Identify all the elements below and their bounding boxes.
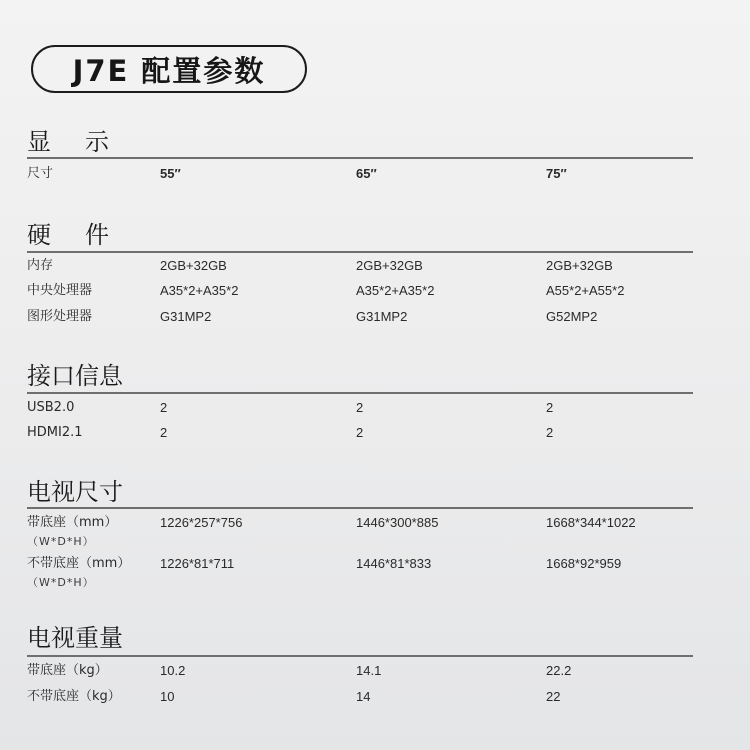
value-65: 14.1 — [356, 663, 382, 678]
value-75: 1668*344*1022 — [546, 515, 636, 530]
value-55: A35*2+A35*2 — [160, 283, 239, 298]
value-75: 75″ — [546, 166, 567, 181]
value-75: 2 — [546, 425, 554, 440]
section-divider — [27, 655, 693, 657]
value-75: 2 — [546, 400, 554, 415]
section-heading-ports: 接口信息 — [27, 362, 123, 390]
section-heading-hardware: 硬件 — [27, 221, 143, 249]
value-65: 2GB+32GB — [356, 258, 423, 273]
value-75: 22 — [546, 689, 561, 704]
value-75: 22.2 — [546, 663, 572, 678]
spec-title-badge — [31, 45, 307, 93]
section-divider — [27, 157, 693, 159]
row-label: 图形处理器 — [27, 309, 93, 324]
value-55: 2 — [160, 425, 168, 440]
row-label: 内存 — [27, 258, 54, 273]
value-65: 2 — [356, 425, 364, 440]
section-divider — [27, 392, 693, 394]
row-label: 尺寸 — [27, 166, 54, 181]
row-label-sub: （W*D*H） — [27, 576, 95, 589]
value-55: 10 — [160, 689, 175, 704]
value-75: 1668*92*959 — [546, 556, 622, 571]
value-65: 14 — [356, 689, 371, 704]
value-65: A35*2+A35*2 — [356, 283, 435, 298]
value-65: 65″ — [356, 166, 377, 181]
value-75: 2GB+32GB — [546, 258, 613, 273]
row-label-main: 不带底座（mm） — [27, 556, 131, 571]
row-label — [27, 515, 117, 550]
value-65: 2 — [356, 400, 364, 415]
row-label-main: 带底座（mm） — [27, 515, 118, 530]
value-75: G52MP2 — [546, 309, 598, 324]
row-label: USB2.0 — [27, 400, 75, 415]
spec-title: J7E 配置参数 — [72, 53, 266, 88]
value-75: A55*2+A55*2 — [546, 283, 625, 298]
value-55: 2 — [160, 400, 168, 415]
section-divider — [27, 251, 693, 253]
value-55: G31MP2 — [160, 309, 212, 324]
row-label: 中央处理器 — [27, 283, 93, 298]
value-55: 10.2 — [160, 663, 186, 678]
value-65: 1446*81*833 — [356, 556, 432, 571]
value-55: 55″ — [160, 166, 181, 181]
section-heading-dimensions: 电视尺寸 — [27, 478, 123, 506]
row-label: 不带底座（kg） — [27, 689, 121, 704]
row-label — [27, 556, 130, 591]
row-label: HDMI2.1 — [27, 425, 83, 440]
value-65: G31MP2 — [356, 309, 408, 324]
value-65: 1446*300*885 — [356, 515, 439, 530]
section-heading-weight: 电视重量 — [27, 624, 123, 652]
row-label: 带底座（kg） — [27, 663, 108, 678]
value-55: 1226*81*711 — [160, 556, 235, 571]
row-label-sub: （W*D*H） — [27, 535, 95, 548]
section-heading-display: 显示 — [27, 128, 143, 156]
value-55: 1226*257*756 — [160, 515, 243, 530]
value-55: 2GB+32GB — [160, 258, 227, 273]
section-divider — [27, 507, 693, 509]
